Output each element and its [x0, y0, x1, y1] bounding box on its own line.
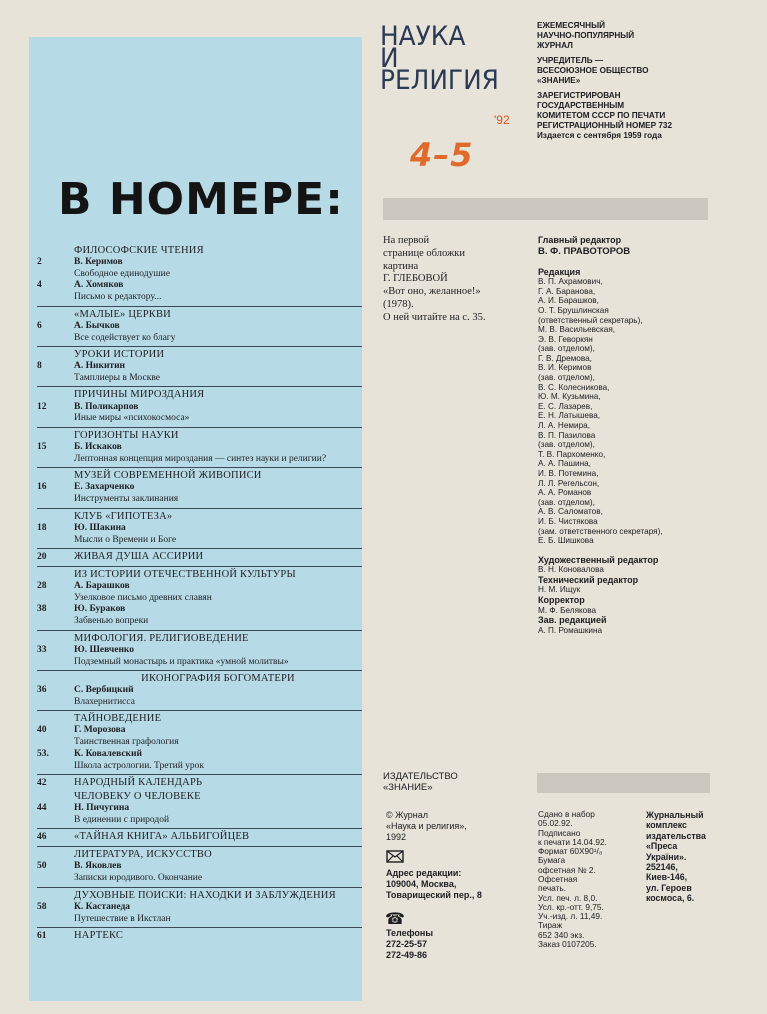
- article-title: Подземный монастырь и практика «умной молитвы»: [74, 656, 289, 667]
- toc-entry: [37, 387, 362, 427]
- page-number: 44: [37, 802, 47, 813]
- section-title: УРОКИ ИСТОРИИ: [74, 349, 165, 361]
- art-editor-name: В. Н. Коновалова: [538, 565, 604, 575]
- print-info-line: Подписано: [538, 827, 581, 838]
- issue-year: '92: [494, 113, 510, 127]
- section-title: ФИЛОСОФСКИЕ ЧТЕНИЯ: [74, 245, 204, 256]
- toc-item-row: [37, 749, 362, 761]
- toc-item-row: [37, 902, 362, 914]
- section-title: ИКОНОГРАФИЯ БОГОМАТЕРИ: [141, 672, 295, 684]
- page-number: 2: [37, 257, 42, 268]
- toc-item-row: [37, 581, 362, 593]
- board-member: Е. Б. Шишкова: [538, 536, 594, 546]
- toc-entry: [37, 775, 362, 829]
- toc-entry: [37, 671, 362, 711]
- info-line: ГОСУДАРСТВЕННЫМ: [537, 101, 625, 110]
- toc-section-row: [37, 308, 362, 321]
- issue-number: 4–5: [410, 136, 474, 174]
- article-author: В. Керимов: [74, 257, 123, 268]
- printer-info: [646, 810, 756, 903]
- toc-section-row: [37, 929, 362, 943]
- toc-item-row: [37, 402, 362, 414]
- page-number: 8: [37, 361, 42, 372]
- toc-item-row: [37, 257, 362, 269]
- publisher: [383, 771, 458, 794]
- article-author: В. Поликарпов: [74, 401, 139, 412]
- board-member: В. И. Керимов: [538, 363, 592, 373]
- article-author: А. Бычков: [74, 320, 120, 331]
- toc-item-row: [37, 685, 362, 697]
- page-number: 16: [37, 482, 47, 493]
- info-line: ЖУРНАЛ: [537, 41, 573, 50]
- printer-line: космоса, 6.: [646, 893, 695, 903]
- copyright-line: © Журнал: [386, 810, 428, 820]
- article-title: Лептонная концепция мироздания — синтез науки и религии?: [74, 453, 327, 464]
- section-title: «МАЛЫЕ» ЦЕРКВИ: [74, 308, 171, 320]
- article-author: К. Кастанеда: [74, 901, 131, 912]
- article-author: Ю. Бураков: [74, 604, 126, 615]
- section-title: ЖИВАЯ ДУША АССИРИИ: [74, 551, 204, 562]
- toc-entry: [37, 847, 362, 887]
- board-member: И. Б. Чистякова: [538, 516, 598, 526]
- print-info-line: офсетная № 2.: [538, 864, 596, 875]
- board-member: А. А. Романов: [538, 488, 592, 498]
- article-author: А. Барашков: [74, 581, 130, 591]
- copyright-line: «Наука и религия»,: [386, 820, 467, 831]
- print-info-line: к печати 14.04.92.: [538, 836, 607, 847]
- info-line: УЧРЕДИТЕЛЬ —: [537, 56, 604, 65]
- article-title: Мысли о Времени и Боге: [74, 534, 177, 545]
- chief-editor-name: В. Ф. ПРАВОТОРОВ: [538, 245, 631, 257]
- section-title: ГОРИЗОНТЫ НАУКИ: [74, 429, 179, 441]
- article-title: Влахернитисса: [74, 696, 135, 707]
- article-title: Все содействует ко благу: [74, 332, 176, 343]
- board-member: А. И. Барашков,: [538, 296, 599, 306]
- toc-item-row: [37, 523, 362, 535]
- printer-line: комплекс: [646, 820, 687, 831]
- print-info-line: Бумага: [538, 855, 566, 866]
- cover-note-line: Г. ГЛЕБОВОЙ: [383, 273, 448, 285]
- toc-entry: [37, 829, 362, 847]
- print-info-line: Усл. печ. л. 8,0.: [538, 892, 598, 903]
- article-author: Ю. Шевченко: [74, 644, 135, 655]
- tech-editor-label: Технический редактор: [538, 574, 639, 585]
- toc-section-row: [37, 889, 362, 902]
- toc-item-row: [37, 725, 362, 737]
- info-line: ЕЖЕМЕСЯЧНЫЙ: [537, 21, 605, 30]
- page-number: 36: [37, 685, 47, 696]
- article-author: Ю. Шакина: [74, 522, 126, 533]
- info-line: ЗАРЕГИСТРИРОВАН: [537, 91, 621, 100]
- toc-item-row: [37, 442, 362, 454]
- info-line: КОМИТЕТОМ СССР ПО ПЕЧАТИ: [537, 111, 666, 120]
- board-member: М. В. Васильевская,: [538, 325, 616, 335]
- cover-note-line: О ней читайте на с. 35.: [383, 311, 486, 323]
- logo-line: И: [380, 43, 399, 75]
- printer-line: Киев-146,: [646, 872, 688, 883]
- toc-item-row: [37, 361, 362, 373]
- toc-entry: [37, 549, 362, 567]
- publisher-line: «ЗНАНИЕ»: [383, 782, 433, 794]
- page-number: 12: [37, 401, 47, 412]
- section-title: ИЗ ИСТОРИИ ОТЕЧЕСТВЕННОЙ КУЛЬТУРЫ: [74, 568, 296, 580]
- toc-item-row: [37, 803, 362, 815]
- proofreader-label: Корректор: [538, 594, 585, 605]
- print-info-line: Уч.-изд. л. 11,49.: [538, 911, 603, 922]
- board-member: (зав. отделом),: [538, 373, 595, 383]
- section-title: ПРИЧИНЫ МИРОЗДАНИЯ: [74, 389, 205, 401]
- section-title: НАРОДНЫЙ КАЛЕНДАРЬ: [74, 776, 203, 788]
- toc-item-row: [37, 645, 362, 657]
- chief-editor-label: Главный редактор: [538, 235, 622, 245]
- section-title: НАРТЕКС: [74, 929, 124, 941]
- board-member: В. С. Колесникова,: [538, 382, 610, 392]
- print-info-line: Формат 60Х90¹/₈: [538, 846, 603, 857]
- toc-section-row: [37, 830, 362, 844]
- info-line: ВСЕСОЮЗНОЕ ОБЩЕСТВО: [537, 66, 649, 75]
- board-member: (зав. отделом),: [538, 440, 595, 450]
- toc-item-row: [37, 280, 362, 292]
- section-title: ЛИТЕРАТУРА, ИСКУССТВО: [74, 849, 212, 861]
- toc-item-row: [37, 482, 362, 494]
- toc-entry: [37, 631, 362, 671]
- article-author: Б. Искаков: [74, 441, 122, 452]
- board-label: Редакция: [538, 266, 581, 277]
- logo-line: НАУКА: [380, 21, 466, 52]
- section-title: МУЗЕЙ СОВРЕМЕННОЙ ЖИВОПИСИ: [74, 470, 262, 482]
- board-member: Т. В. Пархоменко,: [538, 449, 606, 459]
- editorial-address: [386, 868, 482, 900]
- toc-entry: [37, 468, 362, 508]
- toc-section-row: [37, 776, 362, 790]
- editorial-staff: [538, 235, 753, 635]
- toc-entry: [37, 928, 362, 945]
- page-number: 6: [37, 320, 42, 331]
- toc-section-row: [37, 469, 362, 482]
- logo-line: РЕЛИГИЯ: [380, 65, 499, 97]
- article-title: Письмо к редактору...: [74, 292, 162, 303]
- page-number: 50: [37, 861, 47, 872]
- section-title: МИФОЛОГИЯ. РЕЛИГИОВЕДЕНИЕ: [74, 632, 249, 644]
- article-title: Таинственная графология: [74, 737, 179, 748]
- page-number: 46: [37, 832, 47, 843]
- article-title: Узелковое письмо древних славян: [74, 592, 212, 603]
- publisher-line: ИЗДАТЕЛЬСТВО: [383, 771, 458, 782]
- toc-item-row: [37, 604, 362, 616]
- board-member: Э. В. Геворкян: [538, 334, 593, 344]
- article-author: А. Никитин: [74, 361, 126, 372]
- divider-bar: [537, 773, 710, 793]
- toc-item-row: [37, 321, 362, 333]
- board-member: Ю. М. Кузьмина,: [538, 392, 601, 402]
- page-number: 53.: [37, 748, 49, 759]
- page-number: 42: [37, 777, 47, 788]
- proofreader-name: М. Ф. Белякова: [538, 605, 597, 615]
- print-info-line: Офсетная: [538, 873, 578, 884]
- board-member: И. В. Потемина,: [538, 469, 599, 479]
- printer-line: Журнальный: [646, 810, 704, 820]
- print-info-line: Сдано в набор: [538, 809, 595, 819]
- article-author: В. Яковлев: [74, 861, 122, 872]
- toc-section-row: [37, 672, 362, 685]
- copyright-line: 1992: [386, 831, 407, 842]
- section-title: ТАЙНОВЕДЕНИЕ: [74, 713, 162, 725]
- section-title: «ТАЙНАЯ КНИГА» АЛЬБИГОЙЦЕВ: [74, 831, 250, 843]
- page-number: 61: [37, 930, 47, 941]
- cover-note-line: странице обложки: [383, 247, 465, 259]
- address-line: Товарищеский пер., 8: [386, 889, 482, 900]
- section-title: КЛУБ «ГИПОТЕЗА»: [74, 510, 173, 522]
- article-author: К. Ковалевский: [74, 748, 142, 759]
- article-title: Путешествие в Икстлан: [74, 913, 171, 924]
- divider-bar: [383, 198, 708, 220]
- info-line: Издается с сентября 1959 года: [537, 131, 662, 140]
- page-number: 18: [37, 522, 47, 533]
- page-number: 33: [37, 644, 47, 655]
- board-member: (зав. отделом),: [538, 344, 595, 354]
- section-title: ДУХОВНЫЕ ПОИСКИ: НАХОДКИ И ЗАБЛУЖДЕНИЯ: [74, 889, 336, 901]
- board-member: (зав. отделом),: [538, 497, 595, 507]
- board-member: (ответственный секретарь),: [538, 315, 643, 325]
- magazine-logo: [380, 21, 499, 97]
- cover-note-line: На первой: [383, 235, 430, 246]
- board-member: Л. А. Немира,: [538, 421, 590, 431]
- toc-section-row: [37, 388, 362, 401]
- article-title: Инструменты заклинания: [74, 494, 179, 505]
- info-line: «ЗНАНИЕ»: [537, 76, 581, 85]
- envelope-icon: [386, 850, 404, 863]
- toc-entry: [37, 307, 362, 347]
- toc-item-row: [37, 861, 362, 873]
- article-author: А. Хомяков: [74, 280, 124, 291]
- board-member: Л. Л. Регельсон,: [538, 478, 600, 488]
- article-title: Забвенью вопреки: [74, 616, 149, 627]
- cover-note-line: (1978).: [383, 298, 414, 310]
- telephone-icon: ☎: [385, 911, 405, 928]
- print-info-line: печать.: [538, 883, 567, 894]
- print-info: [538, 810, 643, 949]
- toc-section-row: [37, 790, 362, 803]
- toc-entry: [37, 428, 362, 468]
- print-info-line: 652 340 экз.: [538, 929, 585, 940]
- board-member: (зам. ответственного секретаря),: [538, 526, 663, 536]
- toc-entry: [37, 347, 362, 387]
- print-info-line: Усл. кр.-отт. 9,75.: [538, 901, 604, 912]
- toc-section-row: [37, 550, 362, 564]
- phones: [386, 928, 433, 960]
- board-list: [538, 277, 753, 546]
- office-head-label: Зав. редакцией: [538, 615, 607, 626]
- printer-line: України».: [646, 851, 687, 862]
- article-title: Тамплиеры в Москве: [74, 373, 160, 384]
- office-head-name: А. П. Ромашкина: [538, 625, 603, 635]
- page-number: 58: [37, 901, 47, 912]
- page-number: 4: [37, 280, 42, 291]
- toc-section-row: [37, 510, 362, 523]
- board-member: В. П. Пазилова: [538, 430, 596, 440]
- print-info-line: Заказ 0107205.: [538, 938, 597, 949]
- toc-section-row: [37, 348, 362, 361]
- board-member: О. Т. Брушлинская: [538, 305, 609, 315]
- toc-section-row: [37, 429, 362, 442]
- board-member: А. В. Саломатов,: [538, 507, 603, 517]
- article-title: Иные миры «психокосмоса»: [74, 413, 190, 424]
- article-author: Н. Пичугина: [74, 802, 130, 813]
- cover-note: [383, 235, 530, 325]
- board-member: Г. В. Дремова,: [538, 353, 592, 363]
- article-author: С. Вербицкий: [74, 685, 134, 696]
- toc-entry: [37, 711, 362, 775]
- print-info-line: Тираж: [538, 920, 563, 931]
- art-editor-label: Художественный редактор: [538, 554, 659, 565]
- cover-note-line: «Вот оно, желанное!»: [383, 286, 481, 298]
- article-author: Е. Захарченко: [74, 482, 135, 493]
- info-line: НАУЧНО-ПОПУЛЯРНЫЙ: [537, 31, 635, 40]
- copyright: [386, 810, 516, 842]
- journal-info: [537, 21, 752, 146]
- address-line: 109004, Москва,: [386, 878, 457, 889]
- article-author: Г. Морозова: [74, 725, 126, 736]
- phone-number: 272-49-86: [386, 949, 428, 960]
- toc-list: [37, 243, 362, 945]
- board-member: Г. А. Баранова,: [538, 286, 596, 296]
- page-number: 15: [37, 441, 47, 452]
- article-title: Школа астрологии. Третий урок: [74, 760, 205, 771]
- article-title: Записки юродивого. Окончание: [74, 873, 203, 884]
- board-member: В. П. Ахрамович,: [538, 277, 603, 287]
- board-member: А. А. Пашина,: [538, 459, 591, 469]
- phone-number: 272-25-57: [386, 938, 428, 949]
- toc-section-row: [37, 244, 362, 257]
- printer-line: «Преса: [646, 841, 678, 852]
- section-title: ЧЕЛОВЕКУ О ЧЕЛОВЕКЕ: [74, 790, 201, 802]
- info-line: РЕГИСТРАЦИОННЫЙ НОМЕР 732: [537, 121, 673, 130]
- page-number: 40: [37, 725, 47, 736]
- toc-entry: [37, 888, 362, 928]
- address-label: Адрес редакции:: [386, 868, 462, 878]
- page-number: 38: [37, 604, 47, 615]
- article-title: В единении с природой: [74, 814, 170, 825]
- tech-editor-name: Н. М. Ищук: [538, 585, 581, 595]
- board-member: Е. Н. Латышева,: [538, 411, 601, 421]
- toc-section-row: [37, 568, 362, 581]
- toc-heading: В НОМЕРЕ:: [58, 174, 344, 225]
- board-member: Е. С. Лазарев,: [538, 401, 593, 411]
- page-number: 28: [37, 581, 47, 591]
- toc-entry: [37, 567, 362, 631]
- article-title: Свободное единодушие: [74, 269, 170, 279]
- toc-section-row: [37, 848, 362, 861]
- toc-section-row: [37, 632, 362, 645]
- printer-line: ул. Героев: [646, 882, 692, 893]
- printer-line: издательства: [646, 830, 706, 841]
- page-number: 20: [37, 552, 47, 562]
- toc-entry: [37, 243, 362, 307]
- cover-note-line: картина: [383, 260, 419, 272]
- toc-entry: [37, 509, 362, 549]
- printer-line: 252146,: [646, 861, 678, 872]
- phones-label: Телефоны: [386, 928, 434, 938]
- toc-section-row: [37, 712, 362, 725]
- print-info-line: 05.02.92.: [538, 818, 573, 829]
